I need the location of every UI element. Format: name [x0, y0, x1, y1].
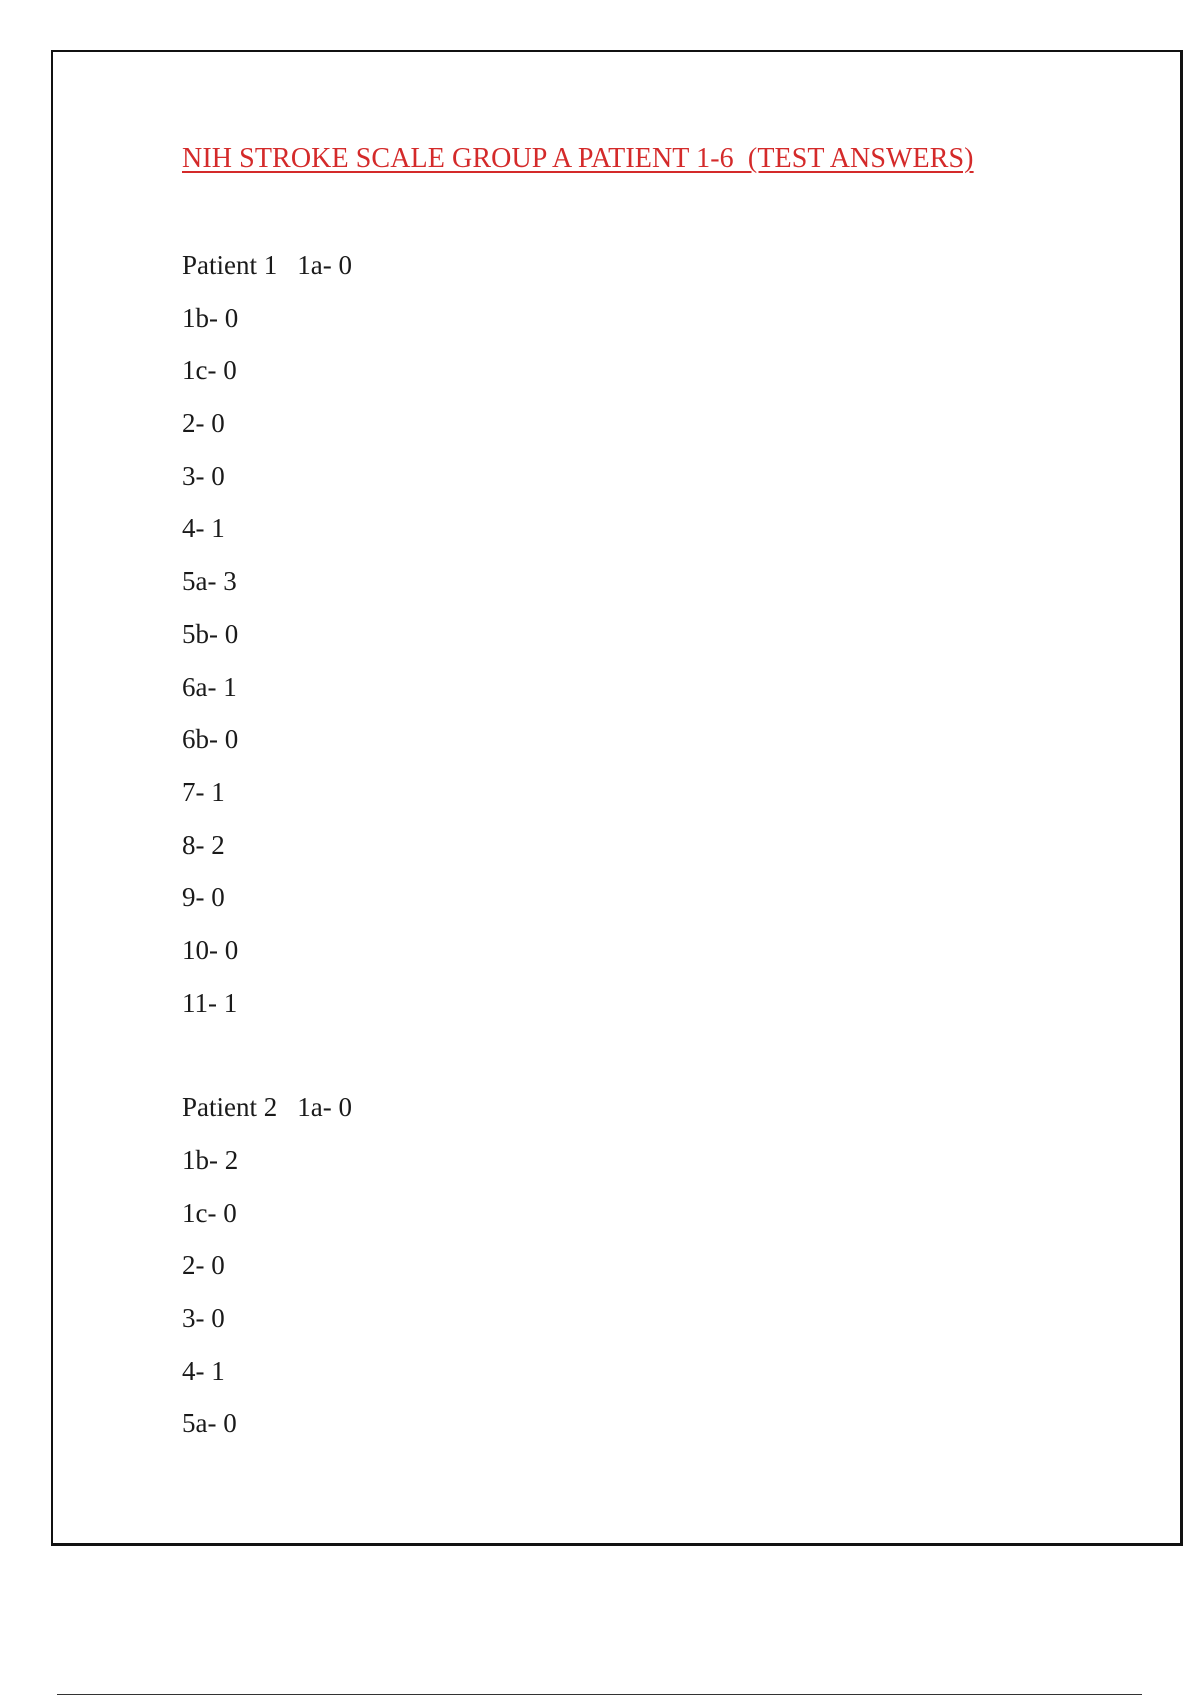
- answer-entry: 9- 0: [182, 882, 225, 913]
- item-score: 0: [211, 1303, 225, 1334]
- answer-entry: 7- 1: [182, 776, 225, 807]
- answer-entry: 11- 1: [182, 987, 238, 1018]
- answer-entry: 8- 2: [182, 829, 225, 860]
- answer-entry: 5b- 0: [182, 618, 239, 649]
- item-score: 0: [223, 1408, 237, 1439]
- answer-entry: 4- 1: [182, 513, 225, 544]
- item-score: 0: [223, 355, 237, 386]
- answer-entry: 3- 0: [182, 460, 225, 491]
- item-score: 0: [211, 460, 225, 491]
- item-score: 0: [211, 408, 225, 439]
- item-code: 3: [182, 460, 196, 491]
- answer-entry: 3- 0: [182, 1303, 225, 1334]
- answer-entry: 10- 0: [182, 934, 239, 965]
- answer-entry: Patient 2 1a- 0: [182, 1092, 352, 1123]
- document-title: NIH STROKE SCALE GROUP A PATIENT 1-6 (TEST ANSWERS): [182, 143, 974, 174]
- item-score: 3: [223, 566, 237, 597]
- item-code: 1b: [182, 1145, 209, 1175]
- item-score: 0: [224, 934, 239, 965]
- item-score: 1: [211, 776, 225, 807]
- item-score: 2: [211, 829, 225, 860]
- item-code: 6a: [182, 671, 208, 702]
- item-code: 8: [182, 829, 196, 860]
- item-code: 2: [182, 1250, 196, 1281]
- item-score: 0: [224, 618, 239, 649]
- patient-block-2: [182, 1092, 1082, 1461]
- answer-entry: Patient 1 1a- 0: [182, 250, 352, 280]
- answer-entry: 4- 1: [182, 1355, 225, 1386]
- answer-entry: 1b- 0: [182, 302, 239, 333]
- answer-entry: 6a- 1: [182, 671, 237, 702]
- item-code: 4: [182, 513, 196, 544]
- item-code: 2: [182, 408, 196, 439]
- item-code: 1a: [297, 1092, 323, 1123]
- item-code: 1c: [182, 355, 208, 386]
- patient-label: Patient 1: [182, 250, 278, 280]
- item-code: 9: [182, 882, 196, 913]
- answer-entry: 1c- 0: [182, 1197, 237, 1228]
- patient-label: Patient 2: [182, 1092, 278, 1123]
- answer-entry: 5a- 0: [182, 1408, 237, 1439]
- item-code: 5b: [182, 618, 209, 649]
- item-code: 3: [182, 1303, 196, 1334]
- item-score: 0: [224, 302, 239, 333]
- answer-entry: 1b- 2: [182, 1145, 239, 1175]
- item-score: 2: [224, 1145, 239, 1175]
- item-code: 6b: [182, 724, 209, 755]
- item-score: 1: [211, 1355, 225, 1386]
- item-score: 1: [223, 671, 237, 702]
- item-code: 10: [182, 934, 209, 965]
- item-score: 0: [338, 1092, 352, 1123]
- patient-block-1: [182, 250, 1082, 1040]
- answer-entry: 1c- 0: [182, 355, 237, 386]
- item-score: 0: [211, 882, 225, 913]
- footer-rule: [57, 1694, 1142, 1695]
- answers-content: [182, 250, 1082, 1461]
- item-score: 0: [224, 724, 239, 755]
- item-code: 4: [182, 1355, 196, 1386]
- item-score: 0: [211, 1250, 225, 1281]
- item-score: 1: [223, 987, 238, 1018]
- answer-entry: 2- 0: [182, 408, 225, 439]
- answer-entry: 6b- 0: [182, 724, 239, 755]
- item-score: 1: [211, 513, 225, 544]
- item-code: 7: [182, 776, 196, 807]
- item-code: 1c: [182, 1197, 208, 1228]
- item-code: 1a: [297, 250, 323, 280]
- item-score: 0: [223, 1197, 237, 1228]
- item-code: 11: [182, 987, 208, 1018]
- item-code: 5a: [182, 1408, 208, 1439]
- item-score: 0: [338, 250, 352, 280]
- answer-entry: 5a- 3: [182, 566, 237, 597]
- item-code: 1b: [182, 302, 209, 333]
- answer-entry: 2- 0: [182, 1250, 225, 1281]
- item-code: 5a: [182, 566, 208, 597]
